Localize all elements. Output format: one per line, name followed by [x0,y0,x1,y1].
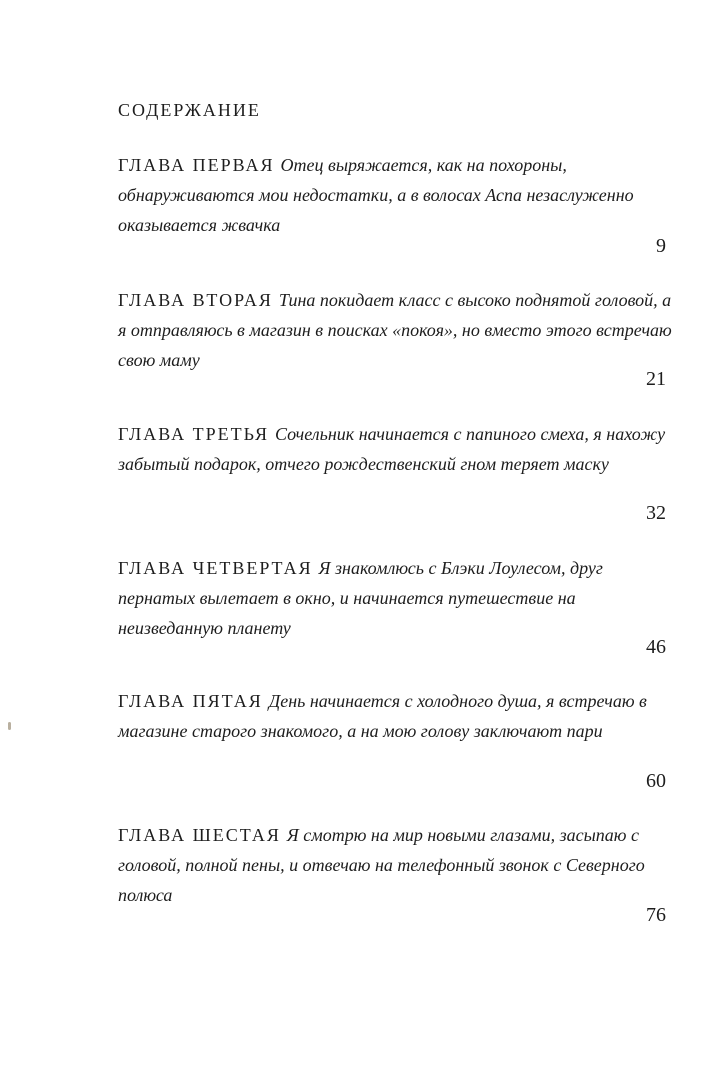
chapter-description: Тина покидает класс с высоко поднятой головой, а я отправляюсь в магазин в поисках «покоя», но вместо этого встречаю свою маму [118,290,672,370]
toc-page-number-6: 76 [646,904,666,926]
toc-entry-text [118,686,678,746]
toc-entry-text [118,285,678,375]
toc-page-number-1: 9 [656,235,666,257]
chapter-label: ГЛАВА ВТОРАЯ [118,290,273,310]
toc-entry-text [118,820,678,910]
toc-entry-4[interactable] [118,553,678,643]
chapter-description: Я знакомлюсь с Блэки Лоулесом, друг пернатых вылетает в окно, и начинается путешествие на неизведанную планету [118,558,603,638]
paper-speck [8,722,11,730]
toc-entry-6[interactable] [118,820,678,910]
toc-title: СОДЕРЖАНИЕ [118,100,261,120]
chapter-description: Сочельник начинается с папиного смеха, я нахожу забытый подарок, отчего рождественский гном теряет маску [118,424,666,474]
chapter-description: Я смотрю на мир новыми глазами, засыпаю с головой, полной пены, и отвечаю на телефонный звонок с Северного полюса [118,825,645,905]
toc-page-number-5: 60 [646,770,666,792]
chapter-label: ГЛАВА ШЕСТАЯ [118,825,281,845]
toc-entry-3[interactable] [118,419,678,479]
toc-entry-1[interactable] [118,150,678,240]
toc-entry-text [118,419,678,479]
toc-page-number-3: 32 [646,502,666,524]
chapter-description: Отец выряжается, как на похороны, обнаруживаются мои недостатки, а в волосах Аспа незаслуженно оказывается жвачка [118,155,634,235]
chapter-label: ГЛАВА ЧЕТВЕРТАЯ [118,558,313,578]
toc-entry-2[interactable] [118,285,678,375]
toc-entry-5[interactable] [118,686,678,746]
chapter-description: День начинается с холодного душа, я встречаю в магазине старого знакомого, а на мою голову заключают пари [118,691,647,741]
toc-page-number-4: 46 [646,636,666,658]
toc-page-number-2: 21 [646,368,666,390]
chapter-label: ГЛАВА ТРЕТЬЯ [118,424,270,444]
toc-entry-text [118,150,678,240]
chapter-label: ГЛАВА ПЕРВАЯ [118,155,275,175]
chapter-label: ГЛАВА ПЯТАЯ [118,691,263,711]
toc-entry-text [118,553,678,643]
